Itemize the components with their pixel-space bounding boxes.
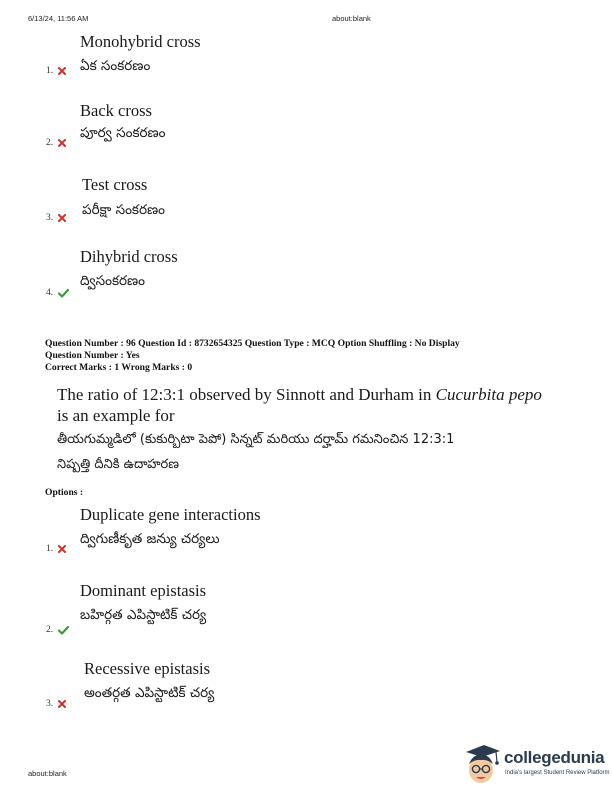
prev-option-3-telugu: పరీక్షా సంకరణం	[82, 202, 165, 218]
prev-option-2-telugu: పూర్వ సంకరణం	[80, 125, 166, 141]
prev-option-4-english: Dihybrid cross	[80, 247, 178, 266]
option-number: 2.	[46, 138, 54, 148]
prev-option-1-number	[46, 66, 66, 76]
question-meta-line1: Question Number : 96 Question Id : 8732654325 Question Type : MCQ Option Shuffling : No Display	[45, 338, 460, 349]
wrong-mark-icon	[58, 700, 66, 708]
option-3-number	[46, 699, 66, 709]
question-text-telugu-line2: నిష్పత్తి దీనికి ఉదాహరణ	[57, 457, 179, 472]
mascot-icon	[460, 742, 502, 788]
option-number: 3.	[46, 213, 54, 223]
options-label: Options :	[45, 487, 84, 498]
prev-option-2-number	[46, 138, 66, 148]
option-2-number	[46, 625, 69, 635]
question-text-telugu-line1: తీయగుమ్మడిలో (కుకుర్బిటా పెపో) సిన్నట్ మరియు దర్హామ్ గమనించిన 12:3:1	[57, 432, 455, 447]
footer-url: about:blank	[28, 769, 67, 778]
prev-option-3-english: Test cross	[82, 175, 148, 194]
option-3-english: Recessive epistasis	[84, 659, 211, 678]
question-meta-line2: Question Number : Yes	[45, 350, 140, 361]
print-datetime: 6/13/24, 11:56 AM	[28, 14, 89, 23]
option-2-english: Dominant epistasis	[80, 581, 207, 600]
option-1-english: Duplicate gene interactions	[80, 505, 261, 524]
option-number: 3.	[46, 699, 54, 709]
prev-option-2-english: Back cross	[80, 101, 152, 120]
prev-option-1-telugu: ఏక సంకరణం	[80, 58, 151, 74]
wrong-mark-icon	[58, 214, 66, 222]
option-3-telugu: అంతర్గత ఎపిస్టాటిక్ చర్య	[84, 685, 215, 701]
option-1-number	[46, 544, 66, 554]
question-text-part: The ratio of 12:3:1 observed by Sinnott and Durham in	[57, 385, 436, 404]
wrong-mark-icon	[58, 139, 66, 147]
print-url: about:blank	[332, 14, 371, 23]
question-text-english-line2: is an example for	[57, 406, 175, 425]
wrong-mark-icon	[58, 67, 66, 75]
logo-wordmark: collegedunia	[504, 748, 605, 767]
option-1-telugu: ద్విగుణీకృత జన్యు చర్యలు	[80, 531, 220, 547]
wrong-mark-icon	[58, 545, 66, 553]
prev-option-3-number	[46, 213, 66, 223]
prev-option-4-number	[46, 288, 69, 298]
option-number: 4.	[46, 288, 54, 298]
species-name: Cucurbita pepo	[435, 385, 542, 404]
option-number: 2.	[46, 625, 54, 635]
logo-tagline: India's largest Student Review Platform	[505, 770, 610, 776]
prev-option-4-telugu: ద్విసంకరణం	[80, 273, 145, 289]
question-text-english-line1	[57, 385, 542, 405]
option-number: 1.	[46, 544, 54, 554]
correct-check-icon	[58, 289, 69, 298]
collegedunia-logo	[460, 742, 612, 788]
prev-option-1-english: Monohybrid cross	[80, 32, 201, 51]
question-meta-line3: Correct Marks : 1 Wrong Marks : 0	[45, 362, 193, 373]
correct-check-icon	[58, 626, 69, 635]
option-2-telugu: బహిర్గత ఎపిస్టాటిక్ చర్య	[80, 607, 207, 623]
option-number: 1.	[46, 66, 54, 76]
